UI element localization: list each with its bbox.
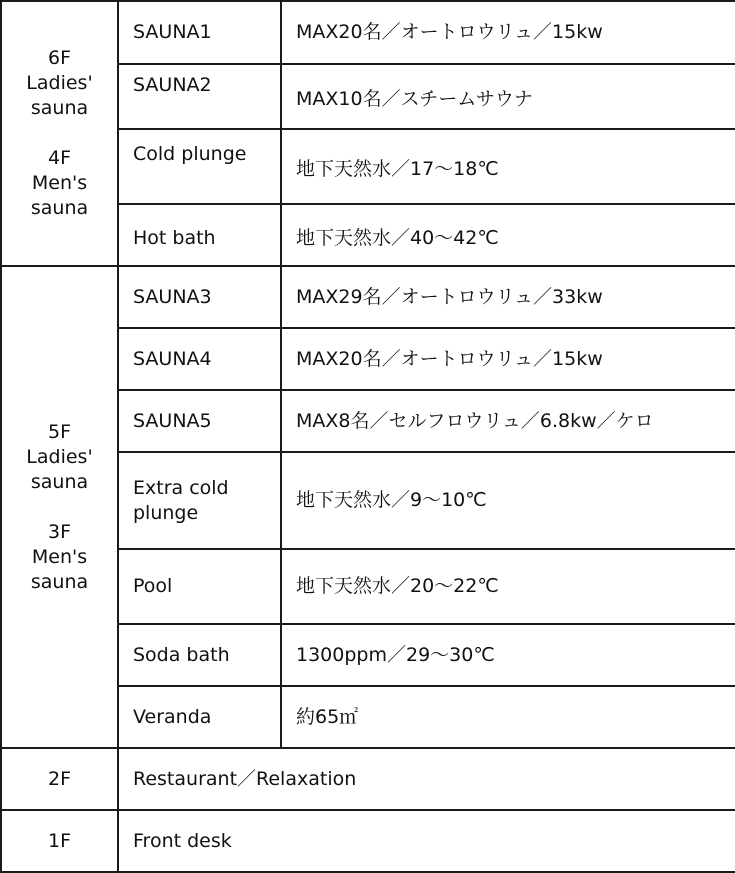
facility-name bbox=[118, 204, 281, 266]
floor-facility: sauna bbox=[30, 97, 89, 119]
floor-audience: Ladies' bbox=[26, 72, 93, 94]
facility-spec: MAX20名／オートロウリュ／15kw bbox=[281, 328, 735, 390]
floor-label-cell: 1F bbox=[1, 810, 118, 872]
facility-spec bbox=[281, 204, 735, 266]
floor-group bbox=[2, 146, 117, 221]
table-row bbox=[1, 810, 735, 872]
facility-name: SAUNA1 bbox=[118, 1, 281, 64]
table-row bbox=[1, 1, 735, 64]
facility-spec: MAX20名／オートロウリュ／15kw bbox=[281, 1, 735, 64]
table-row bbox=[1, 748, 735, 810]
facility-name bbox=[118, 452, 281, 549]
floor-facility: sauna bbox=[30, 470, 89, 493]
floor-number: 5F bbox=[47, 420, 72, 443]
table-row bbox=[1, 266, 735, 328]
floor-audience: Men's bbox=[31, 545, 88, 568]
facility-spec bbox=[281, 129, 735, 204]
floor-number: 6F bbox=[47, 47, 72, 69]
facility-spec: MAX29名／オートロウリュ／33kw bbox=[281, 266, 735, 328]
floor-group bbox=[2, 420, 117, 495]
floor-audience: Ladies' bbox=[26, 445, 93, 468]
facility-name: SAUNA5 bbox=[118, 390, 281, 452]
facility-name: Cold plunge bbox=[118, 129, 281, 204]
facility-spec-text: 地下天然水／40～42℃ bbox=[296, 226, 499, 249]
floor-label-cell bbox=[1, 266, 118, 748]
floor-description: Front desk bbox=[118, 810, 735, 872]
facility-spec bbox=[281, 64, 735, 129]
facility-spec-text: MAX10名／スチームサウナ bbox=[296, 88, 533, 110]
facility-name: Veranda bbox=[118, 686, 281, 748]
floor-label-cell bbox=[1, 1, 118, 266]
facility-name: SAUNA2 bbox=[118, 64, 281, 129]
floor-number: 4F bbox=[47, 147, 72, 169]
facility-spec: MAX8名／セルフロウリュ／6.8kw／ケロ bbox=[281, 390, 735, 452]
facility-name-text: Hot bath bbox=[133, 226, 216, 249]
floor-description: Restaurant／Relaxation bbox=[118, 748, 735, 810]
facility-spec: 1300ppm／29～30℃ bbox=[281, 624, 735, 686]
floor-number: 3F bbox=[47, 520, 72, 543]
facility-name: Soda bath bbox=[118, 624, 281, 686]
facility-name: Pool bbox=[118, 549, 281, 624]
facility-name: SAUNA3 bbox=[118, 266, 281, 328]
facility-name-line: Extra cold bbox=[133, 476, 229, 499]
floor-audience: Men's bbox=[31, 172, 88, 194]
facility-spec: 地下天然水／20～22℃ bbox=[281, 549, 735, 624]
floor-facility: sauna bbox=[30, 570, 89, 593]
floor-group bbox=[2, 520, 117, 595]
floor-group bbox=[2, 46, 117, 121]
facility-name: SAUNA4 bbox=[118, 328, 281, 390]
facility-spec-text: 地下天然水／17～18℃ bbox=[296, 158, 499, 180]
floor-label-cell: 2F bbox=[1, 748, 118, 810]
facility-spec: 地下天然水／9～10℃ bbox=[281, 452, 735, 549]
facility-spec: 約65㎡ bbox=[281, 686, 735, 748]
facility-name-line: plunge bbox=[133, 501, 199, 524]
floor-facility: sauna bbox=[30, 197, 89, 219]
